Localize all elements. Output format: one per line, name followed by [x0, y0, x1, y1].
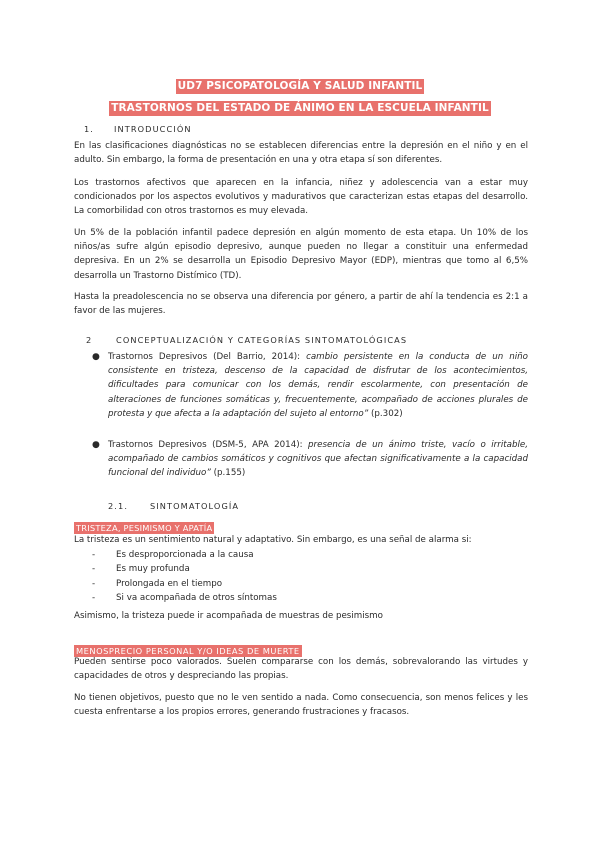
bullet-dot-icon: ●	[92, 440, 100, 450]
pessimism-text: Asimismo, la tristeza puede ir acompañada de muestras de pesimismo	[74, 611, 383, 621]
intro-paragraph-2	[74, 176, 528, 219]
alarm-list	[74, 548, 528, 606]
section-2-1-number: 2.1.	[108, 501, 129, 511]
tag-self-deprecation-label: MENOSPRECIO PERSONAL Y/O IDEAS DE MUERTE	[76, 646, 300, 656]
list-item: - Prolongada en el tiempo	[92, 578, 223, 589]
self-deprecation-text-1: Pueden sentirse poco valorados. Suelen compararse con los demás, sobrevalorando las virtudes y capacidades de otros y despreciando las propias.	[74, 657, 528, 682]
tag-sadness-label: TRISTEZA, PESIMISMO Y APATÍA	[76, 523, 213, 533]
intro-text-1: En las clasificaciones diagnósticas no se establecen diferencias entre la depresión en el niño y en el adulto. Sin embargo, la forma de presentación en una y otra etapa sí son diferentes.	[74, 141, 528, 166]
section-2-heading	[74, 334, 528, 346]
section-2-number: 2	[86, 335, 93, 345]
section-1-number: 1.	[84, 124, 95, 134]
section-2-1-title: SINTOMATOLOGÍA	[150, 501, 240, 511]
bullet-2-quote: presencia de un ánimo triste, vacío o irritable, acompañado de cambios somáticos y cognitivos que afectan significativamente a la capacidad funcional del individuo”	[108, 440, 528, 479]
bullet-dot-icon: ●	[92, 352, 100, 362]
intro-paragraph-3	[74, 226, 528, 283]
section-1-title: INTRODUCCIÓN	[114, 124, 192, 134]
pessimism-paragraph	[74, 609, 528, 623]
bullet-item	[74, 438, 528, 481]
sadness-paragraph	[74, 533, 528, 547]
title-line-2: TRASTORNOS DEL ESTADO DE ÁNIMO EN LA ESCUELA INFANTIL	[111, 102, 489, 114]
intro-text-4: Hasta la preadolescencia no se observa una diferencia por género, a partir de ahí la tendencia es 2:1 a favor de las mujeres.	[74, 292, 528, 317]
intro-text-2: Los trastornos afectivos que aparecen en la infancia, niñez y adolescencia van a estar muy condicionados por los aspectos evolutivos y madurativos que caracterizan estas etapas del desarrollo. La comorbilidad con otros trastornos es muy elevada.	[74, 178, 528, 217]
sadness-text: La tristeza es un sentimiento natural y adaptativo. Sin embargo, es una señal de alarma si:	[74, 535, 472, 545]
title-line-1: UD7 PSICOPATOLOGÍA Y SALUD INFANTIL	[177, 80, 423, 92]
self-deprecation-paragraph-1	[74, 655, 528, 683]
bullet-1-ref: (p.302)	[368, 408, 403, 419]
list-item: - Es muy profunda	[92, 564, 190, 575]
document-title	[0, 74, 600, 118]
intro-text-3: Un 5% de la población infantil padece depresión en algún momento de esta etapa. Un 10% de los niños/as sufre algún episodio depresivo, aunque pueden no llegar a constituir una enfermedad depresiva. En un 2% se desarrolla un Episodio Depresivo Mayor (EDP), mientras que tomo al 6,5% desarrolla un Trastorno Distímico (TD).	[74, 228, 528, 281]
section-2-1-heading	[74, 500, 528, 512]
intro-paragraph-4	[74, 290, 528, 318]
list-item: - Si va acompañada de otros síntomas	[92, 593, 277, 604]
bullet-1-lead: Trastornos Depresivos (Del Barrio, 2014):	[108, 352, 307, 362]
bullet-item	[74, 350, 528, 421]
section-1-heading	[74, 123, 528, 135]
intro-paragraph-1	[74, 139, 528, 167]
bullet-2-lead: Trastornos Depresivos (DSM-5, APA 2014):	[108, 440, 309, 450]
list-item: - Es desproporcionada a la causa	[92, 550, 254, 560]
self-deprecation-paragraph-2	[74, 691, 528, 719]
self-deprecation-text-2: No tienen objetivos, puesto que no le ven sentido a nada. Como consecuencia, son menos felices y les cuesta enfrentarse a los propios errores, generando frustraciones y fracasos.	[74, 693, 528, 718]
section-2-title: CONCEPTUALIZACIÓN Y CATEGORÍAS SINTOMATOLÓGICAS	[116, 335, 408, 345]
bullet-2-ref: (p.155)	[210, 468, 246, 479]
bullet-1-quote: cambio persistente en la conducta de un niño consistente en tristeza, descenso de la capacidad de disfrutar de los acontecimientos, dificultades para comunicar con los demás, rendir escolarmente, con presentación de alteraciones de funciones somáticas y, frecuentemente, acompañado de acciones plurales de protesta y que afecta a la adaptación del sujeto al entorno”	[108, 352, 528, 419]
